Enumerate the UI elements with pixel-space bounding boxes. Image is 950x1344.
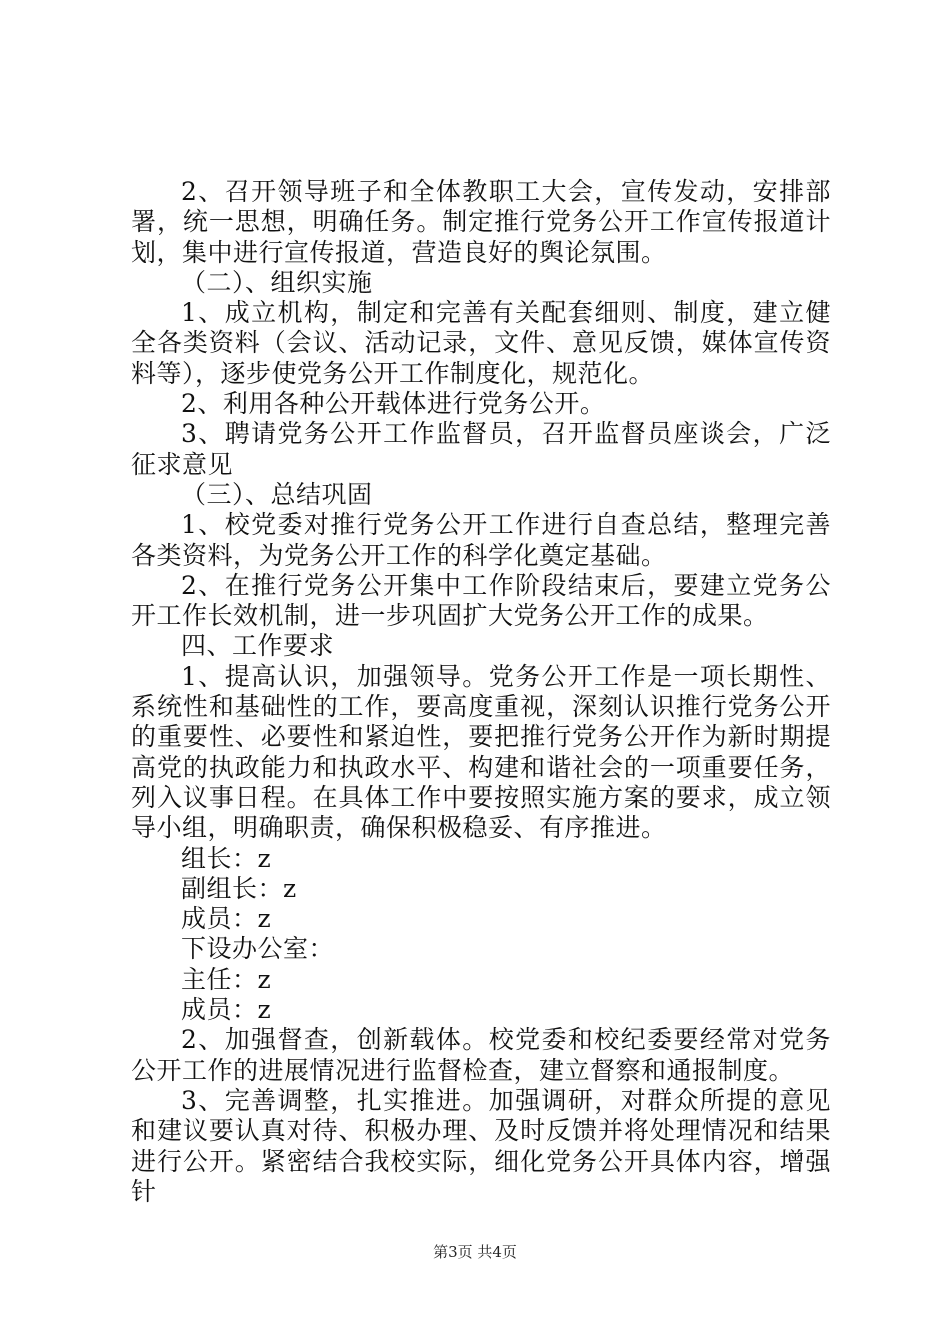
paragraph: 3、聘请党务公开工作监督员，召开监督员座谈会，广泛征求意见 xyxy=(131,419,831,479)
member-line: 成员：z xyxy=(181,995,272,1025)
section-heading: 四、工作要求 xyxy=(181,631,335,661)
member-line: 主任：z xyxy=(181,964,272,994)
paragraph: 1、提高认识，加强领导。党务公开工作是一项长期性、系统性和基础性的工作，要高度重视，深刻认识推行党务公开的重要性、必要性和紧迫性，要把推行党务公开作为新时期提高党的执政能力和执政水平、构建和谐社会的一项重要任务，列入议事日程。在具体工作中要按照实施方案的要求，成立领导小组，明确职责，确保积极稳妥、有序推进。 xyxy=(131,661,831,843)
paragraph: 1、校党委对推行党务公开工作进行自查总结，整理完善各类资料，为党务公开工作的科学化奠定基础。 xyxy=(131,510,831,570)
section-heading: （二）、组织实施 xyxy=(181,267,373,297)
member-line: 下设办公室： xyxy=(181,934,335,964)
page-footer: 第3页 共4页 xyxy=(433,1243,517,1261)
member-line: 副组长：z xyxy=(181,873,297,903)
paragraph: 2、加强督查，创新载体。校党委和校纪委要经常对党务公开工作的进展情况进行监督检查，建立督察和通报制度。 xyxy=(131,1025,831,1085)
member-line: 成员：z xyxy=(181,904,272,934)
member-line: 组长：z xyxy=(181,843,272,873)
paragraph: 2、在推行党务公开集中工作阶段结束后，要建立党务公开工作长效机制，进一步巩固扩大党务公开工作的成果。 xyxy=(131,570,831,631)
section-heading: （三）、总结巩固 xyxy=(181,479,373,509)
document-body xyxy=(131,177,831,1207)
paragraph: 1、成立机构，制定和完善有关配套细则、制度，建立健全各类资料（会议、活动记录，文件、意见反馈，媒体宣传资料等），逐步使党务公开工作制度化，规范化。 xyxy=(131,298,831,388)
paragraph: 2、召开领导班子和全体教职工大会，宣传发动，安排部署，统一思想，明确任务。制定推行党务公开工作宣传报道计划，集中进行宣传报道，营造良好的舆论氛围。 xyxy=(131,177,831,267)
paragraph: 3、完善调整，扎实推进。加强调研，对群众所提的意见和建议要认真对待、积极办理、及时反馈并将处理情况和结果进行公开。紧密结合我校实际，细化党务公开具体内容，增强针 xyxy=(131,1085,831,1206)
paragraph: 2、利用各种公开载体进行党务公开。 xyxy=(181,389,606,419)
